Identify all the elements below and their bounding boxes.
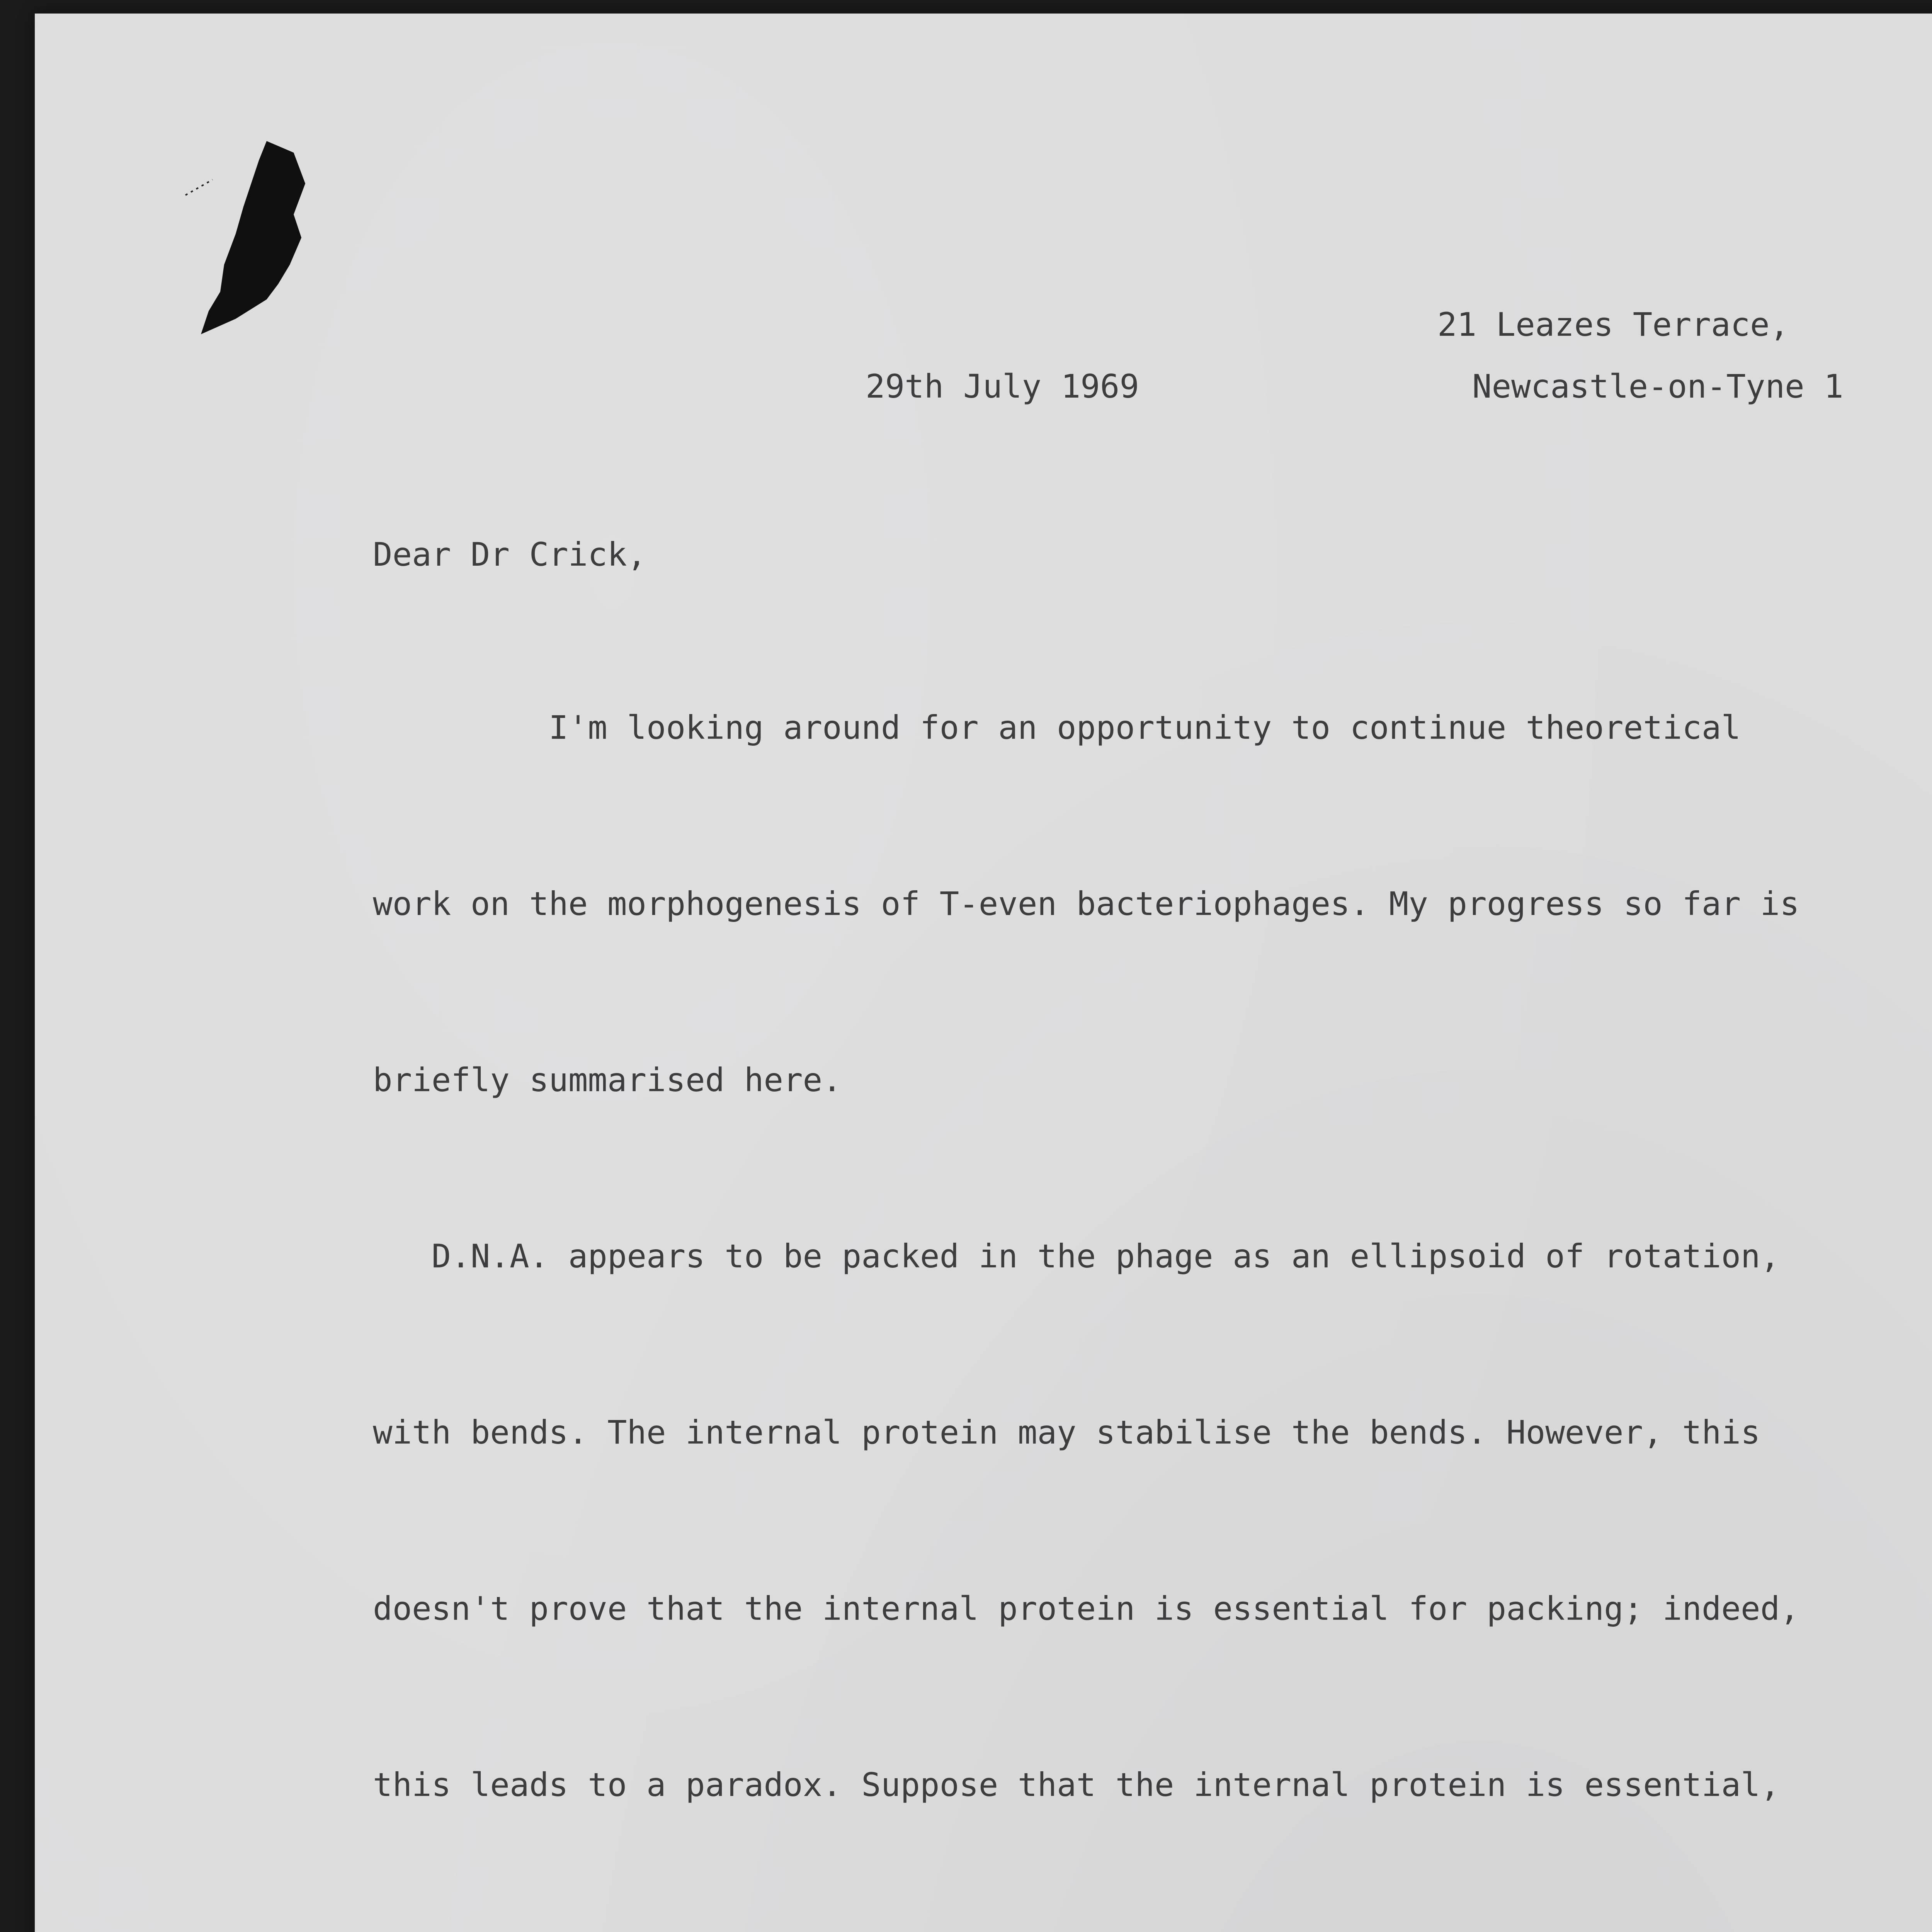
- address-line-2: Newcastle-on-Tyne 1: [1472, 367, 1844, 405]
- body-line: D.N.A. appears to be packed in the phage as an ellipsoid of rotation,: [373, 1237, 1780, 1275]
- salutation: Dear Dr Crick,: [373, 536, 647, 573]
- body-line: this leads to a paradox. Suppose that the internal protein is essential,: [373, 1766, 1780, 1804]
- date: 29th July 1969: [866, 367, 1139, 405]
- letter-page: [35, 14, 1932, 1932]
- body-line: work on the morphogenesis of T-even bacteriophages. My progress so far is: [373, 885, 1799, 923]
- body-line: doesn't prove that the internal protein is essential for packing; indeed,: [373, 1590, 1799, 1628]
- body-line: with bends. The internal protein may stabilise the bends. However, this: [373, 1413, 1760, 1451]
- torn-corner-mark: [178, 137, 344, 338]
- letter-body: [373, 581, 1932, 1932]
- address-line-1: 21 Leazes Terrace,: [1437, 306, 1789, 344]
- body-line: I'm looking around for an opportunity to continue theoretical: [373, 709, 1741, 747]
- body-line: briefly summarised here.: [373, 1061, 842, 1099]
